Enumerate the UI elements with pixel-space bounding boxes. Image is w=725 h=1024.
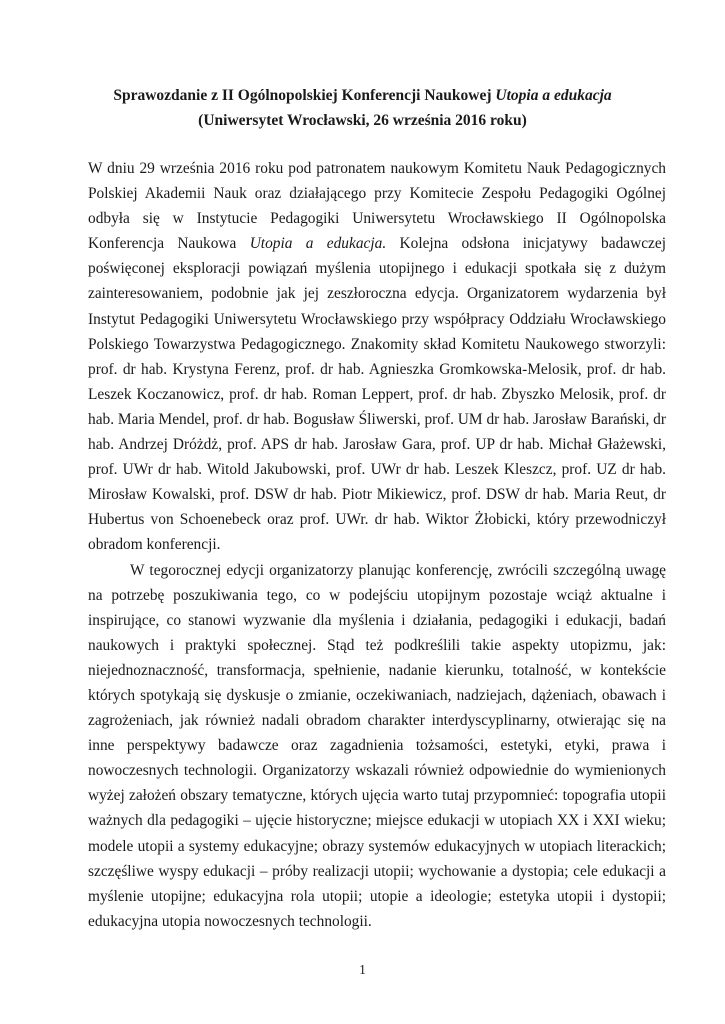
paragraph-1-rest: Kolejna odsłona inicjatywy badawczej poświęconej eksploracji powiązań myślenia utopijnego i edukacji spotkała się z dużym zainteresowaniem, podobnie jak jej zeszłoroczna edycja. Organizatorem wydarzenia był Instytut Pedagogiki Uniwersytetu Wrocławskiego przy współpracy Oddziału Wrocławskiego Polskiego Towarzystwa Pedagogicznego. Znakomity skład Komitetu Naukowego stworzyli: prof. dr hab. Krystyna Ferenz, prof. dr hab. Agnieszka Gromkowska-Melosik, prof. dr hab. Leszek Koczanowicz, prof. dr hab. Roman Leppert, prof. dr hab. Zbyszko Melosik, prof. dr hab. Maria Mendel, prof. dr hab. Bogusław Śliwerski, prof. UM dr hab. Jarosław Barański, dr hab. Andrzej Dróżdż, prof. APS dr hab. Jarosław Gara, prof. UP dr hab. Michał Głażewski, prof. UWr dr hab. Witold Jakubowski, prof. UWr dr hab. Leszek Kleszcz, prof. UZ dr hab. Mirosław Kowalski, prof. DSW dr hab. Piotr Mikiewicz, prof. DSW dr hab. Maria Reut, dr Hubertus von Schoenebeck oraz prof. UWr. dr hab. Wiktor Żłobicki, który przewodniczył obradom konferencji. <box>88 235 666 554</box>
report-title <box>60 86 665 106</box>
page-number: 1 <box>359 962 366 977</box>
report-subtitle: (Uniwersytet Wrocławski, 26 września 2016 roku) <box>198 112 527 129</box>
paragraph-2: W tegorocznej edycji organizatorzy planując konferencję, zwrócili szczególną uwagę na potrzebę poszukiwania tego, co w podejściu utopijnym pozostaje wciąż aktualne i inspirujące, co stanowi wyzwanie dla myślenia i działania, pedagogiki i edukacji, badań naukowych i praktyki społecznej. Stąd też podkreślili takie aspekty utopizmu, jak: niejednoznaczność, transformacja, spełnienie, nadanie kierunku, totalność, w kontekście których spotykają się dyskusje o zmianie, oczekiwaniach, nadziejach, dążeniach, obawach i zagrożeniach, jak również nadali obradom charakter interdyscyplinarny, otwierając się na inne perspektywy badawcze oraz zagadnienia tożsamości, estetyki, etyki, prawa i nowoczesnych technologii. Organizatorzy wskazali również odpowiednie do wymienionych wyżej założeń obszary tematyczne, których ujęcia warto tutaj przypomnieć: topografia utopii ważnych dla pedagogiki – ujęcie historyczne; miejsce edukacji w utopiach XX i XXI wieku; modele utopii a systemy edukacyjne; obrazy systemów edukacyjnych w utopiach literackich; szczęśliwe wyspy edukacji – próby realizacji utopii; wychowanie a dystopia; cele edukacji a myślenie utopijne; edukacyjna rola utopii; utopie a ideologie; estetyka utopii i dystopii; edukacyjna utopia nowoczesnych technologii. <box>88 561 666 930</box>
report-title-text: Sprawozdanie z II Ogólnopolskiej Konferencji Naukowej <box>113 87 496 104</box>
paragraph-1-intro: W dniu 29 września 2016 roku pod patronatem naukowym Komitetu Nauk Pedagogicznych Polskiej Akademii Nauk oraz działającego przy Komitecie Zespołu Pedagogiki Ogólnej odbyła się w Instytucie Pedagogiki Uniwersytetu Wrocławskiego II Ogólnopolska Konferencja Naukowa <box>88 160 666 253</box>
conference-name: Utopia a edukacja <box>495 87 612 104</box>
report-body <box>88 156 666 934</box>
paragraph-1 <box>88 156 666 558</box>
paragraph-1-conference-name: Utopia a edukacja. <box>249 235 387 253</box>
